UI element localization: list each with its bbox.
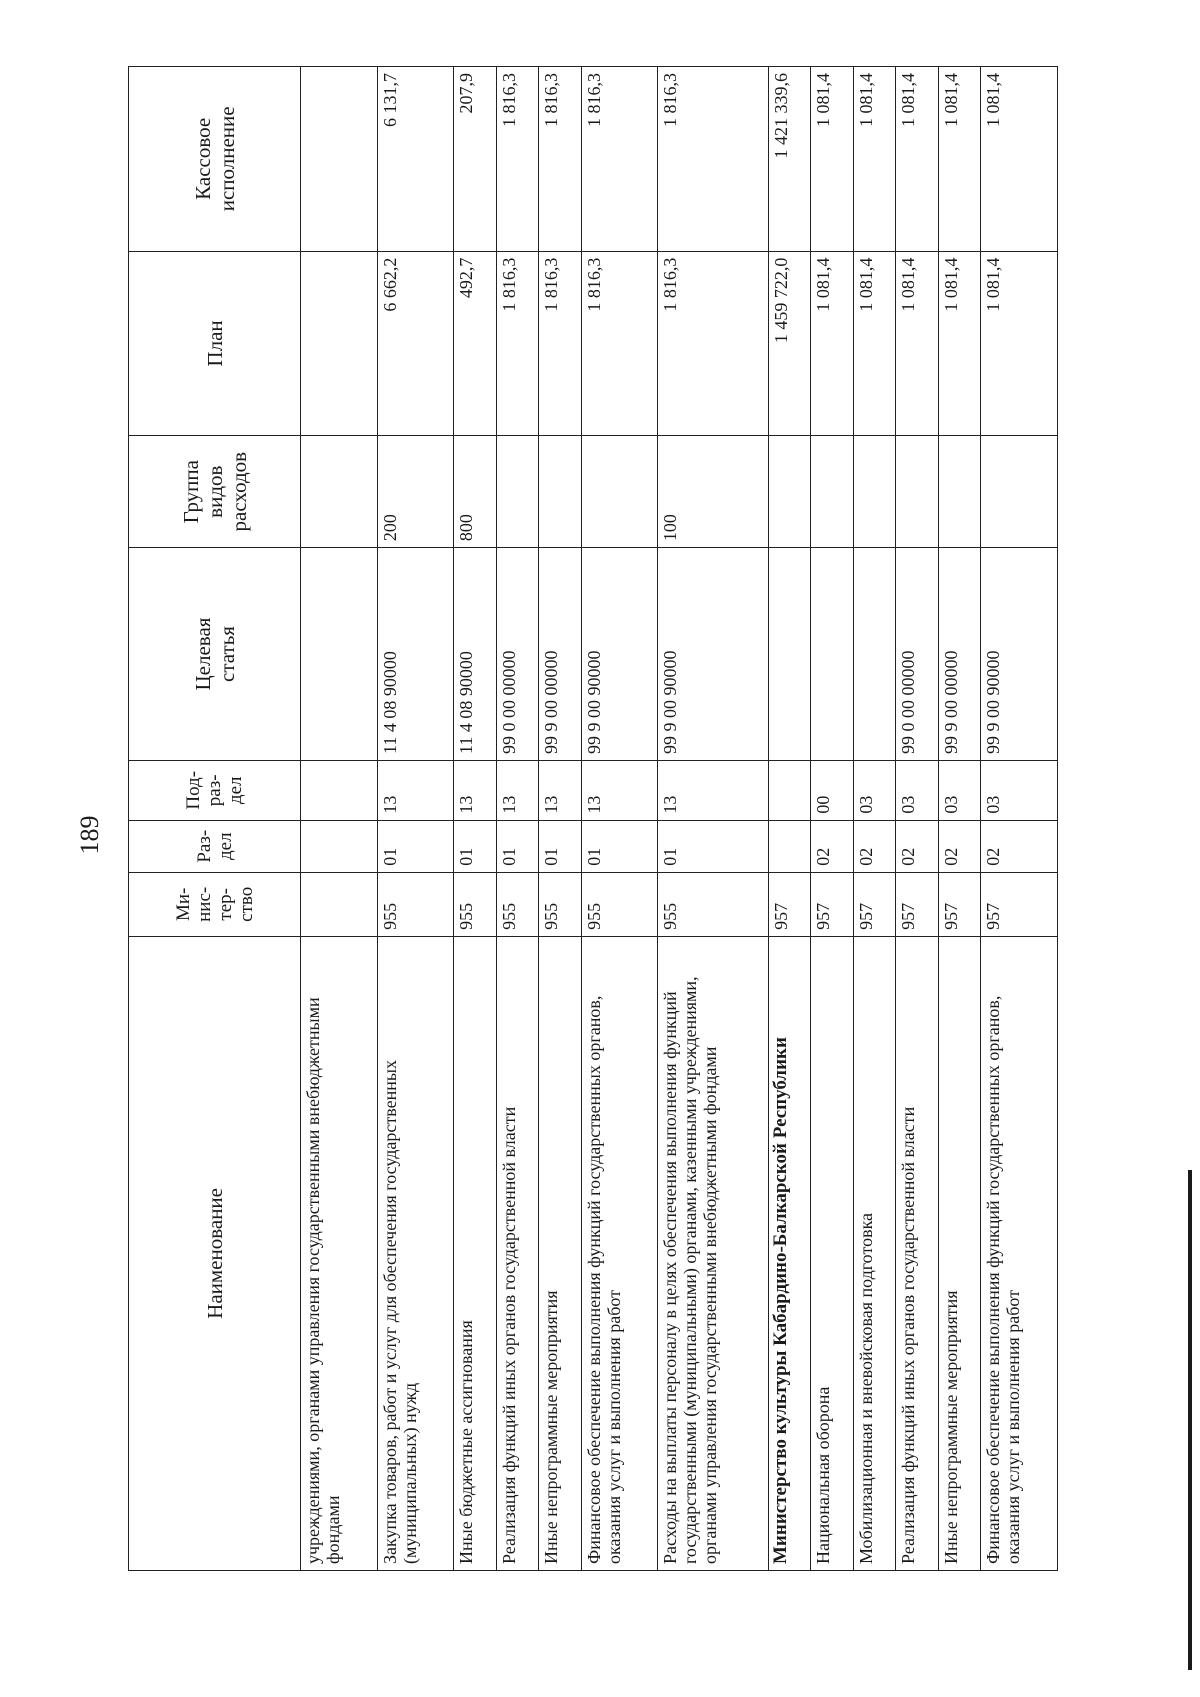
table-row	[938, 67, 981, 1571]
cell-kassovoe: 1 816,3	[658, 67, 769, 252]
cell-name: Министерство культуры Кабардино-Балкарской Республики	[768, 936, 811, 1570]
cell-razdel: 01	[581, 820, 658, 872]
cell-razdel: 01	[496, 820, 539, 872]
cell-celevaya	[768, 548, 811, 761]
table-row	[811, 67, 854, 1571]
cell-gruppa	[853, 436, 896, 548]
cell-gruppa	[496, 436, 539, 548]
cell-ministry: 957	[938, 872, 981, 936]
header-podrazdel: Под- раз- дел	[129, 760, 301, 820]
cell-plan: 6 662,2	[377, 251, 454, 436]
cell-razdel: 02	[981, 820, 1058, 872]
cell-gruppa	[938, 436, 981, 548]
cell-kassovoe: 1 081,4	[938, 67, 981, 252]
cell-name: Расходы на выплаты персоналу в целях обеспечения выполнения функций государственными (муниципальными) органами, казенными учреждениями, органами управления государственными внебюджетными фондами	[658, 936, 769, 1570]
cell-celevaya: 99 0 00 00000	[496, 548, 539, 761]
cell-celevaya	[301, 548, 378, 761]
cell-celevaya: 99 0 00 00000	[896, 548, 939, 761]
cell-kassovoe: 1 081,4	[981, 67, 1058, 252]
cell-plan: 1 459 722,0	[768, 251, 811, 436]
cell-podrazdel: 03	[938, 760, 981, 820]
cell-kassovoe: 1 421 339,6	[768, 67, 811, 252]
cell-name: Мобилизационная и вневойсковая подготовка	[853, 936, 896, 1570]
budget-table	[128, 66, 1058, 1571]
cell-ministry: 955	[496, 872, 539, 936]
cell-razdel: 01	[454, 820, 497, 872]
cell-podrazdel: 13	[496, 760, 539, 820]
cell-name: Реализация функций иных органов государственной власти	[496, 936, 539, 1570]
table-row	[768, 67, 811, 1571]
header-ministry: Ми- нис- тер- ство	[129, 872, 301, 936]
table-row	[853, 67, 896, 1571]
cell-razdel: 02	[811, 820, 854, 872]
cell-podrazdel: 13	[581, 760, 658, 820]
cell-gruppa: 200	[377, 436, 454, 548]
cell-name: Реализация функций иных органов государственной власти	[896, 936, 939, 1570]
cell-ministry: 955	[377, 872, 454, 936]
cell-plan	[301, 251, 378, 436]
cell-ministry: 957	[768, 872, 811, 936]
cell-podrazdel: 03	[981, 760, 1058, 820]
cell-ministry: 955	[454, 872, 497, 936]
scan-edge-mark	[1188, 1170, 1192, 1670]
header-celevaya: Целевая статья	[129, 548, 301, 761]
header-kassovoe: Кассовое исполнение	[129, 67, 301, 252]
table-body	[301, 67, 1058, 1571]
cell-plan: 1 081,4	[853, 251, 896, 436]
cell-name: Закупка товаров, работ и услуг для обеспечения государственных (муниципальных) нужд	[377, 936, 454, 1570]
cell-name: Национальная оборона	[811, 936, 854, 1570]
table-row	[496, 67, 539, 1571]
cell-name: Финансовое обеспечение выполнения функций государственных органов, оказания услуг и выполнения работ	[581, 936, 658, 1570]
cell-plan: 1 816,3	[539, 251, 582, 436]
cell-kassovoe: 1 816,3	[496, 67, 539, 252]
cell-celevaya: 11 4 08 90000	[454, 548, 497, 761]
cell-podrazdel	[301, 760, 378, 820]
cell-gruppa	[811, 436, 854, 548]
cell-ministry: 955	[658, 872, 769, 936]
cell-podrazdel	[768, 760, 811, 820]
cell-podrazdel: 13	[658, 760, 769, 820]
header-gruppa: Группа видов расходов	[129, 436, 301, 548]
cell-plan: 492,7	[454, 251, 497, 436]
cell-podrazdel: 13	[377, 760, 454, 820]
cell-name: Финансовое обеспечение выполнения функций государственных органов, оказания услуг и выполнения работ	[981, 936, 1058, 1570]
cell-celevaya	[853, 548, 896, 761]
cell-ministry: 957	[981, 872, 1058, 936]
cell-podrazdel: 03	[853, 760, 896, 820]
table-row	[581, 67, 658, 1571]
cell-podrazdel: 00	[811, 760, 854, 820]
header-razdel: Раз- дел	[129, 820, 301, 872]
cell-kassovoe: 1 816,3	[539, 67, 582, 252]
table-row	[539, 67, 582, 1571]
cell-gruppa	[539, 436, 582, 548]
budget-table-rotated	[128, 66, 1058, 1571]
cell-razdel: 02	[853, 820, 896, 872]
cell-name: Иные непрограммные мероприятия	[938, 936, 981, 1570]
cell-kassovoe: 1 081,4	[853, 67, 896, 252]
cell-plan: 1 816,3	[658, 251, 769, 436]
table-row	[981, 67, 1058, 1571]
cell-celevaya: 99 9 00 90000	[581, 548, 658, 761]
cell-gruppa	[896, 436, 939, 548]
cell-celevaya: 99 9 00 90000	[658, 548, 769, 761]
cell-ministry: 957	[853, 872, 896, 936]
cell-name: учреждениями, органами управления государственными внебюджетными фондами	[301, 936, 378, 1570]
cell-celevaya: 99 9 00 90000	[981, 548, 1058, 761]
table-row	[301, 67, 378, 1571]
cell-plan: 1 081,4	[938, 251, 981, 436]
cell-ministry: 955	[581, 872, 658, 936]
cell-razdel	[768, 820, 811, 872]
cell-celevaya: 11 4 08 90000	[377, 548, 454, 761]
cell-gruppa	[301, 436, 378, 548]
cell-podrazdel: 03	[896, 760, 939, 820]
table-row	[454, 67, 497, 1571]
cell-razdel: 02	[896, 820, 939, 872]
table-row	[896, 67, 939, 1571]
cell-razdel: 02	[938, 820, 981, 872]
cell-podrazdel: 13	[454, 760, 497, 820]
cell-ministry: 955	[539, 872, 582, 936]
cell-celevaya	[811, 548, 854, 761]
cell-razdel: 01	[539, 820, 582, 872]
cell-plan: 1 081,4	[811, 251, 854, 436]
cell-razdel: 01	[377, 820, 454, 872]
cell-kassovoe: 1 081,4	[896, 67, 939, 252]
table-row	[658, 67, 769, 1571]
cell-ministry: 957	[896, 872, 939, 936]
cell-kassovoe: 1 816,3	[581, 67, 658, 252]
cell-plan: 1 081,4	[981, 251, 1058, 436]
cell-name: Иные бюджетные ассигнования	[454, 936, 497, 1570]
cell-plan: 1 816,3	[496, 251, 539, 436]
table-row	[377, 67, 454, 1571]
cell-razdel: 01	[658, 820, 769, 872]
cell-gruppa	[981, 436, 1058, 548]
cell-plan: 1 816,3	[581, 251, 658, 436]
header-name: Наименование	[129, 936, 301, 1570]
cell-gruppa	[768, 436, 811, 548]
cell-gruppa: 100	[658, 436, 769, 548]
cell-gruppa: 800	[454, 436, 497, 548]
table-header-row	[129, 67, 301, 1571]
cell-podrazdel: 13	[539, 760, 582, 820]
header-plan: План	[129, 251, 301, 436]
cell-plan: 1 081,4	[896, 251, 939, 436]
cell-kassovoe	[301, 67, 378, 252]
cell-gruppa	[581, 436, 658, 548]
cell-celevaya: 99 9 00 00000	[539, 548, 582, 761]
cell-kassovoe: 1 081,4	[811, 67, 854, 252]
page-number: 189	[75, 815, 104, 855]
cell-ministry	[301, 872, 378, 936]
cell-name: Иные непрограммные мероприятия	[539, 936, 582, 1570]
cell-ministry: 957	[811, 872, 854, 936]
cell-kassovoe: 6 131,7	[377, 67, 454, 252]
cell-kassovoe: 207,9	[454, 67, 497, 252]
cell-celevaya: 99 9 00 00000	[938, 548, 981, 761]
cell-razdel	[301, 820, 378, 872]
